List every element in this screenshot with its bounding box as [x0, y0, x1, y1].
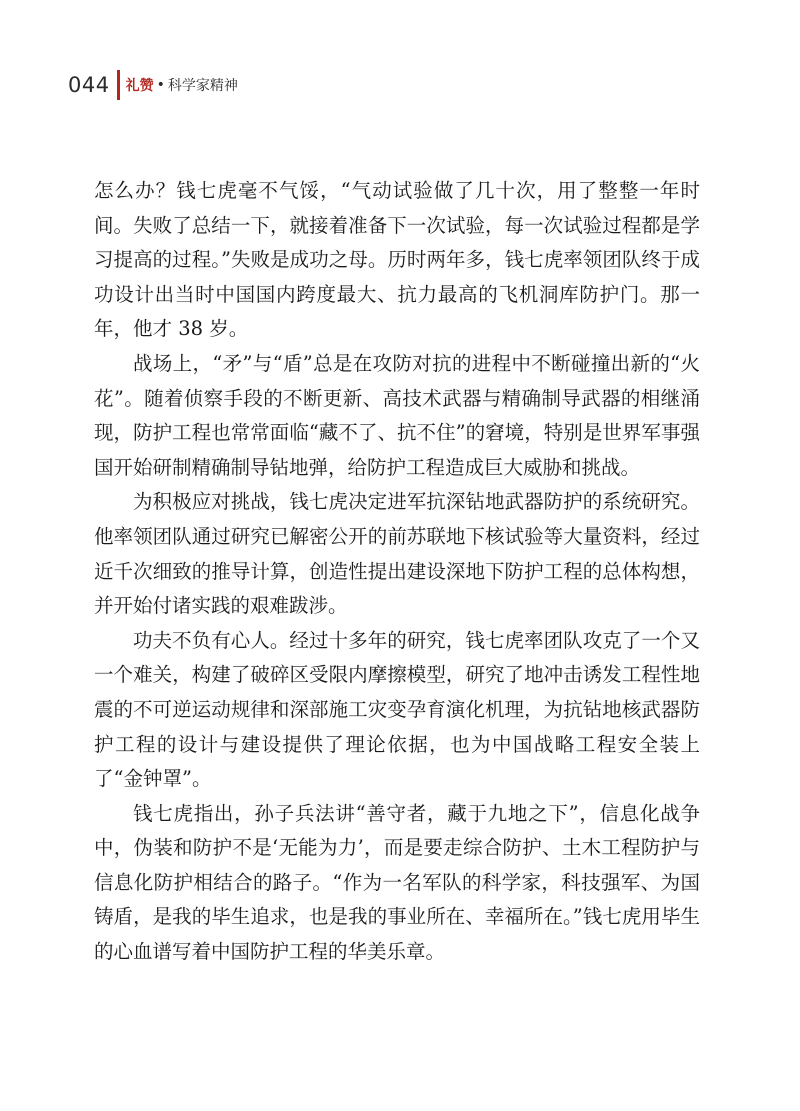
page-header [68, 70, 238, 100]
page-number: 044 [68, 72, 110, 97]
header-separator: • [156, 77, 165, 93]
paragraph-3: 为积极应对挑战，钱七虎决定进军抗深钻地武器防护的系统研究。他率领团队通过研究已解密公开的前苏联地下核试验等大量资料，经过近千次细致的推导计算，创造性提出建设深地下防护工程的总体构想，并开始付诸实践的艰难跋涉。 [94, 490, 700, 618]
section-title: 科学家精神 [167, 78, 238, 94]
paragraph-4: 功夫不负有心人。经过十多年的研究，钱七虎率团队攻克了一个又一个难关，构建了破碎区受限内摩擦模型，研究了地冲击诱发工程性地震的不可逆运动规律和深部施工灾变孕育演化机理，为抗钻地核武器防护工程的设计与建设提供了理论依据，也为中国战略工程安全装上了“金钟罩”。 [94, 628, 700, 791]
paragraph-5: 钱七虎指出，孙子兵法讲“善守者，藏于九地之下”，信息化战争中，伪装和防护不是‘无能为力’，而是要走综合防护、土木工程防护与信息化防护相结合的路子。“作为一名军队的科学家，科技强军、为国铸盾，是我的毕生追求，也是我的事业所在、幸福所在。”钱七虎用毕生的心血谱写着中国防护工程的华美乐章。 [94, 801, 700, 964]
article-body [94, 174, 700, 970]
series-title: 礼赞 [125, 78, 154, 94]
paragraph-1: 怎么办？钱七虎毫不气馁，“气动试验做了几十次，用了整整一年时间。失败了总结一下，就接着准备下一次试验，每一次试验过程都是学习提高的过程。”失败是成功之母。历时两年多，钱七虎率领团队终于成功设计出当时中国国内跨度最大、抗力最高的飞机洞库防护门。那一年，他才 38 岁。 [94, 179, 700, 341]
header-divider [117, 70, 120, 100]
paragraph-2: 战场上，“矛”与“盾”总是在攻防对抗的进程中不断碰撞出新的“火花”。随着侦察手段的不断更新、高技术武器与精确制导武器的相继涌现，防护工程也常常面临“藏不了、抗不住”的窘境，特别是世界军事强国开始研制精确制导钻地弹，给防护工程造成巨大威胁和挑战。 [94, 351, 700, 479]
